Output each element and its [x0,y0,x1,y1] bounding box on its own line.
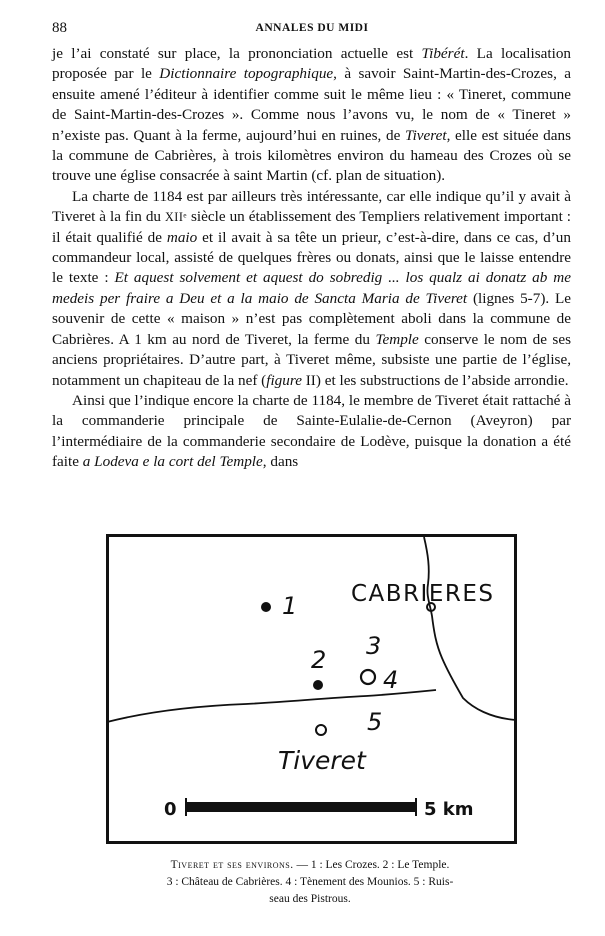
italic-text: Temple [375,330,419,348]
italic-text: Tibérét [421,45,465,62]
text-run: II) et les substructions de l’abside arrondie. [301,371,569,389]
marker-ring [361,670,375,684]
italic-text: Tiveret [404,126,447,144]
marker-label: 1 [282,592,298,620]
text-run: , à savoir Saint-Martin-des-Crozes, a ensuite amené l’éditeur à identifier comme suit le même lieu : « Tineret, commune de Saint-Martin-des-Crozes ». Comme nous l’avons vu, le nom de « Tineret » n’existe pas. Quant à la ferme, aujourd’hui en ruines, de [52,65,571,144]
text-run: conserve le nom de ses anciens propriétaires. D’autre part, à Tiveret même, subsiste une partie de l’église, notamment un chapiteau de la nef ( [52,330,571,389]
marker-label: 5 [367,708,383,736]
running-title: ANNALES DU MIDI [255,22,369,34]
smallcaps-text: XIIᵉ [165,210,188,225]
caption-legend-1: — 1 : Les Crozes. 2 : Le Temple. [293,859,450,871]
text-run: siècle un établissement des Templiers relativement important : il était qualifié de [52,208,571,246]
scale-bar [186,802,416,812]
location-map [106,534,517,844]
figure-caption [100,857,520,908]
caption-legend-3: seau des Pistrous. [269,893,351,905]
caption-legend-2: 3 : Château de Cabrières. 4 : Tènement des Mounios. 5 : Ruis- [166,876,454,888]
paragraph [52,44,571,187]
italic-text: Et aquest solvement et aquest do sobredig ... los qualz ai donatz ab me medeis per fraire a Deu et a la maio de Sancta Maria de Tiveret [52,269,571,307]
italic-text: Dictionnaire topographique [159,65,334,83]
page-header [52,20,572,40]
paragraph [52,187,571,391]
marker-label: 4 [383,666,399,694]
marker-label: 3 [366,632,382,660]
text-run: , dans [262,453,299,471]
marker-dot [261,602,271,612]
text-run: et il avait à sa tête un prieur, c’est-à-dire, dans ce cas, d’un commandeur local, assisté de quelques frères ou donats, ainsi que le laisse entendre le texte : [52,228,571,287]
marker-label: 2 [311,646,327,674]
place-label: Tiveret [278,746,366,775]
town-label: CABRIERES [351,581,495,607]
page-number: 88 [52,20,67,36]
caption-title: Tiveret et ses environs. [170,859,294,871]
scale-start-label: 0 [164,799,177,820]
marker-dot [313,680,323,690]
italic-text: figure [266,371,302,389]
paragraph [52,391,571,473]
text-run: La charte de 1184 est par ailleurs très intéressante, car elle indique qu’il y avait à Tiveret à la fin du [52,187,571,226]
italic-text: a Lodeva e la cort del Temple [82,453,263,471]
text-run: , elle est située dans la commune de Cabrières, à trois kilomètres environ du hameau des Crozes où se trouve une église consacrée à saint Martin (cf. plan de situation). [52,126,571,185]
text-run: (lignes 5-7). Le souvenir de cette « maison » n’est pas complètement aboli dans la commune de Cabrières. A 1 km au nord de Tiveret, la ferme du [52,289,572,348]
river-line [424,537,516,720]
stream-line [107,690,436,722]
text-run: Ainsi que l’indique encore la charte de 1184, le membre de Tiveret était rattaché à la commanderie principale de Sainte-Eulalie-de-Cernon (Aveyron) par l’intermédiaire de la commanderie secondaire de Lodève, puisque la donation a été faite [52,391,571,471]
text-run: je l’ai constaté sur place, la prononciation actuelle est [52,45,422,62]
text-run: . La localisation proposée par le [52,45,572,83]
italic-text: maio [166,228,198,246]
place-marker [316,725,326,735]
body-text [52,44,571,473]
scale-end-label: 5 km [424,799,474,820]
caption-line [100,857,520,874]
